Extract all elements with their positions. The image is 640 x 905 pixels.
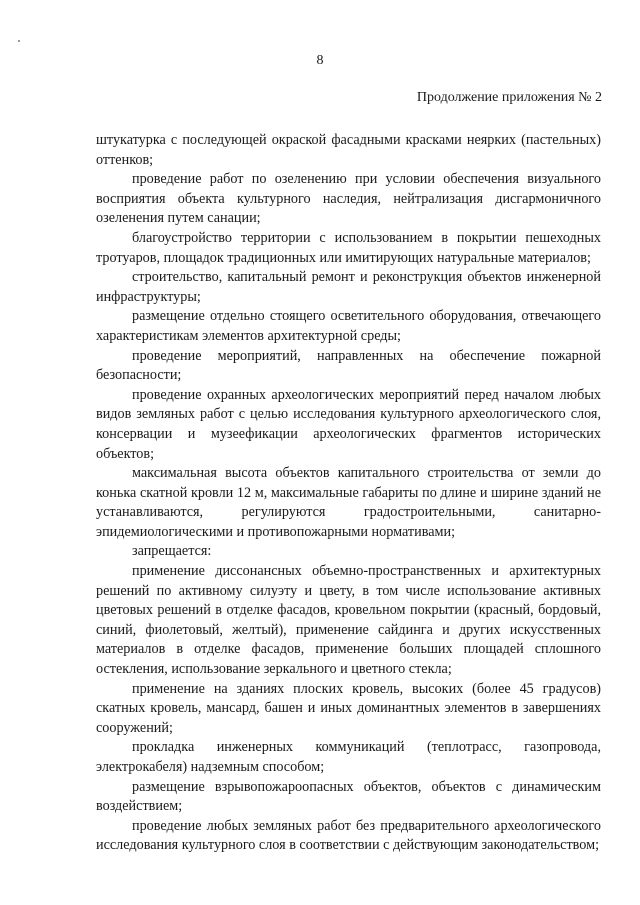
paragraph: благоустройство территории с использованием в покрытии пешеходных тротуаров, площадок традиционных или имитирующих натуральные материалов; bbox=[96, 229, 601, 266]
paragraph: проведение работ по озеленению при условии обеспечения визуального восприятия объекта культурного наследия, нейтрализация дисгармоничного озеленения путем санации; bbox=[96, 171, 601, 227]
paragraph-prohibited-heading: запрещается: bbox=[132, 543, 212, 560]
paragraph: размещение отдельно стоящего осветительного оборудования, отвечающего характеристикам элементов архитектурной среды; bbox=[96, 308, 601, 344]
paragraph: максимальная высота объектов капитального строительства от земли до конька скатной кровли 12 м, максимальные габариты по длине и ширине зданий не устанавливаются, регулируются градостроительными, санитарно-эпидемиологическими и противопожарными нормативами; bbox=[96, 465, 601, 540]
document-body bbox=[96, 131, 601, 856]
paragraph: размещение взрывопожароопасных объектов, объектов с динамическим воздействием; bbox=[96, 778, 601, 815]
paragraph: проведение охранных археологических мероприятий перед началом любых видов земляных работ с целью исследования культурного археологического слоя, консервации и музеефикации археологических фрагментов исторических объектов; bbox=[96, 386, 601, 462]
paragraph: применение диссонансных объемно-пространственных и архитектурных решений по активному силуэту и цвету, в том числе использование активных цветовых решений в отделке фасадов, кровельном покрытии (красный, бордовый, синий, фиолетовый, желтый), применение сайдинга и других искусственных материалов в отделке фасадов, применение больших площадей сплошного остекления, использование зеркального и цветного стекла; bbox=[96, 563, 601, 678]
appendix-continuation-note: Продолжение приложения № 2 bbox=[416, 90, 602, 105]
paragraph: прокладка инженерных коммуникаций (теплотрасс, газопровода, электрокабеля) надземным способом; bbox=[96, 739, 601, 775]
paragraph: строительство, капитальный ремонт и реконструкция объектов инженерной инфраструктуры; bbox=[96, 269, 601, 305]
paragraph: применение на зданиях плоских кровель, высоких (более 45 градусов) скатных кровель, мансард, башен и иных доминантных элементов в завершениях сооружений; bbox=[96, 680, 601, 736]
scan-artifact bbox=[18, 40, 20, 42]
paragraph: проведение любых земляных работ без предварительного археологического исследования культурного слоя в соответствии с действующим законодательством; bbox=[96, 817, 601, 854]
page-number: 8 bbox=[316, 53, 324, 68]
paragraph: штукатурка с последующей окраской фасадными красками неярких (пастельных) оттенков; bbox=[96, 132, 601, 168]
paragraph: проведение мероприятий, направленных на обеспечение пожарной безопасности; bbox=[96, 347, 601, 384]
